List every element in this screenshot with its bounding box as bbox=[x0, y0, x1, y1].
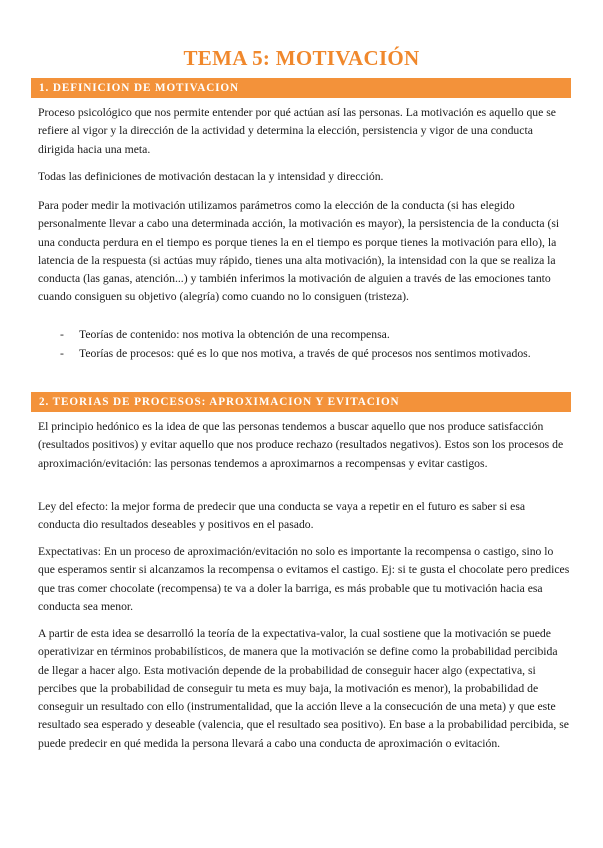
bullet-text: Teorías de contenido: nos motiva la obtención de una recompensa. bbox=[79, 328, 390, 341]
bullet-marker: - bbox=[60, 328, 64, 341]
section-heading-teorias-procesos: 2. TEORIAS DE PROCESOS: APROXIMACION Y EVITACION bbox=[31, 392, 571, 412]
paragraph-definicion-3: Para poder medir la motivación utilizamos parámetros como la elección de la conducta (si has elegido personalmente llevar a cabo una determinada acción, la motivación es mayor), la persistencia de la conducta (si una conducta perdura en el tiempo es porque tienes la en el tiempo es porque tienes la motivación para ello), la latencia de la respuesta (si actúas muy rápido, tienes una alta motivación), la intensidad con la que se realiza la conducta (las ganas, atención...) y también inferimos la motivación de alguien a través de las emociones tanto cuando consiguen su objetivo (alegría) como cuando no lo consiguen (tristeza). bbox=[38, 199, 560, 304]
paragraph-procesos-4: A partir de esta idea se desarrolló la teoría de la expectativa-valor, la cual sostiene que la motivación se puede operativizar en términos probabilísticos, de manera que la motivación se define como la probabilidad percibida de llegar a hacer algo. Esta motivación depende de la probabilidad de conseguir hacer algo (expectativa, si percibes que la probabilidad de conseguir tu meta es muy baja, la motivación es menor), la probabilidad de conseguir un resultado con ello (instrumentalidad, que la acción lleve a la consecución de una meta) y que este resultado sea esperado y deseable (valencia, que el resultado sea positivo). En base a la probabilidad percibida, se puede predecir en qué medida la persona llevará a cabo una conducta de aproximación o evitación. bbox=[38, 627, 569, 750]
bullet-text: Teorías de procesos: qué es lo que nos motiva, a través de qué procesos nos sentimos motivados. bbox=[79, 347, 531, 360]
paragraph-procesos-1: El principio hedónico es la idea de que las personas tendemos a buscar aquello que nos produce satisfacción (resultados positivos) y evitar aquello que nos produce rechazo (resultados negativos). Estos son los procesos de aproximación/evitación: las personas tendemos a aproximarnos a recompensas y evitar castigos. bbox=[38, 420, 564, 470]
paragraph-definicion-1: Proceso psicológico que nos permite entender por qué actúan así las personas. La motivación es aquello que se refiere al vigor y la dirección de la actividad y determina la elección, persistencia y vigor de una conducta dirigida hacia una meta. bbox=[38, 106, 556, 156]
list-item bbox=[60, 345, 560, 363]
paragraph-procesos-3: Expectativas: En un proceso de aproximación/evitación no solo es importante la recompensa o castigo, sino lo que esperamos sentir si alcanzamos la recompensa o evitamos el castigo. Ej: si te gusta el chocolate pero predices que tras comer chocolate (recompensa) te va a doler la barriga, es más probable que tu motivación hacia esa conducta sea menor. bbox=[38, 545, 570, 613]
list-item bbox=[60, 326, 560, 344]
paragraph-procesos-2: Ley del efecto: la mejor forma de predecir que una conducta se vaya a repetir en el futuro es saber si esa conducta dio resultados deseables y positivos en el pasado. bbox=[38, 500, 526, 532]
paragraph-definicion-2: Todas las definiciones de motivación destacan la y intensidad y dirección. bbox=[38, 170, 384, 183]
page-title: TEMA 5: MOTIVACIÓN bbox=[183, 46, 420, 70]
section-heading-definicion: 1. DEFINICION DE MOTIVACION bbox=[31, 78, 571, 98]
bullet-marker: - bbox=[60, 347, 64, 360]
